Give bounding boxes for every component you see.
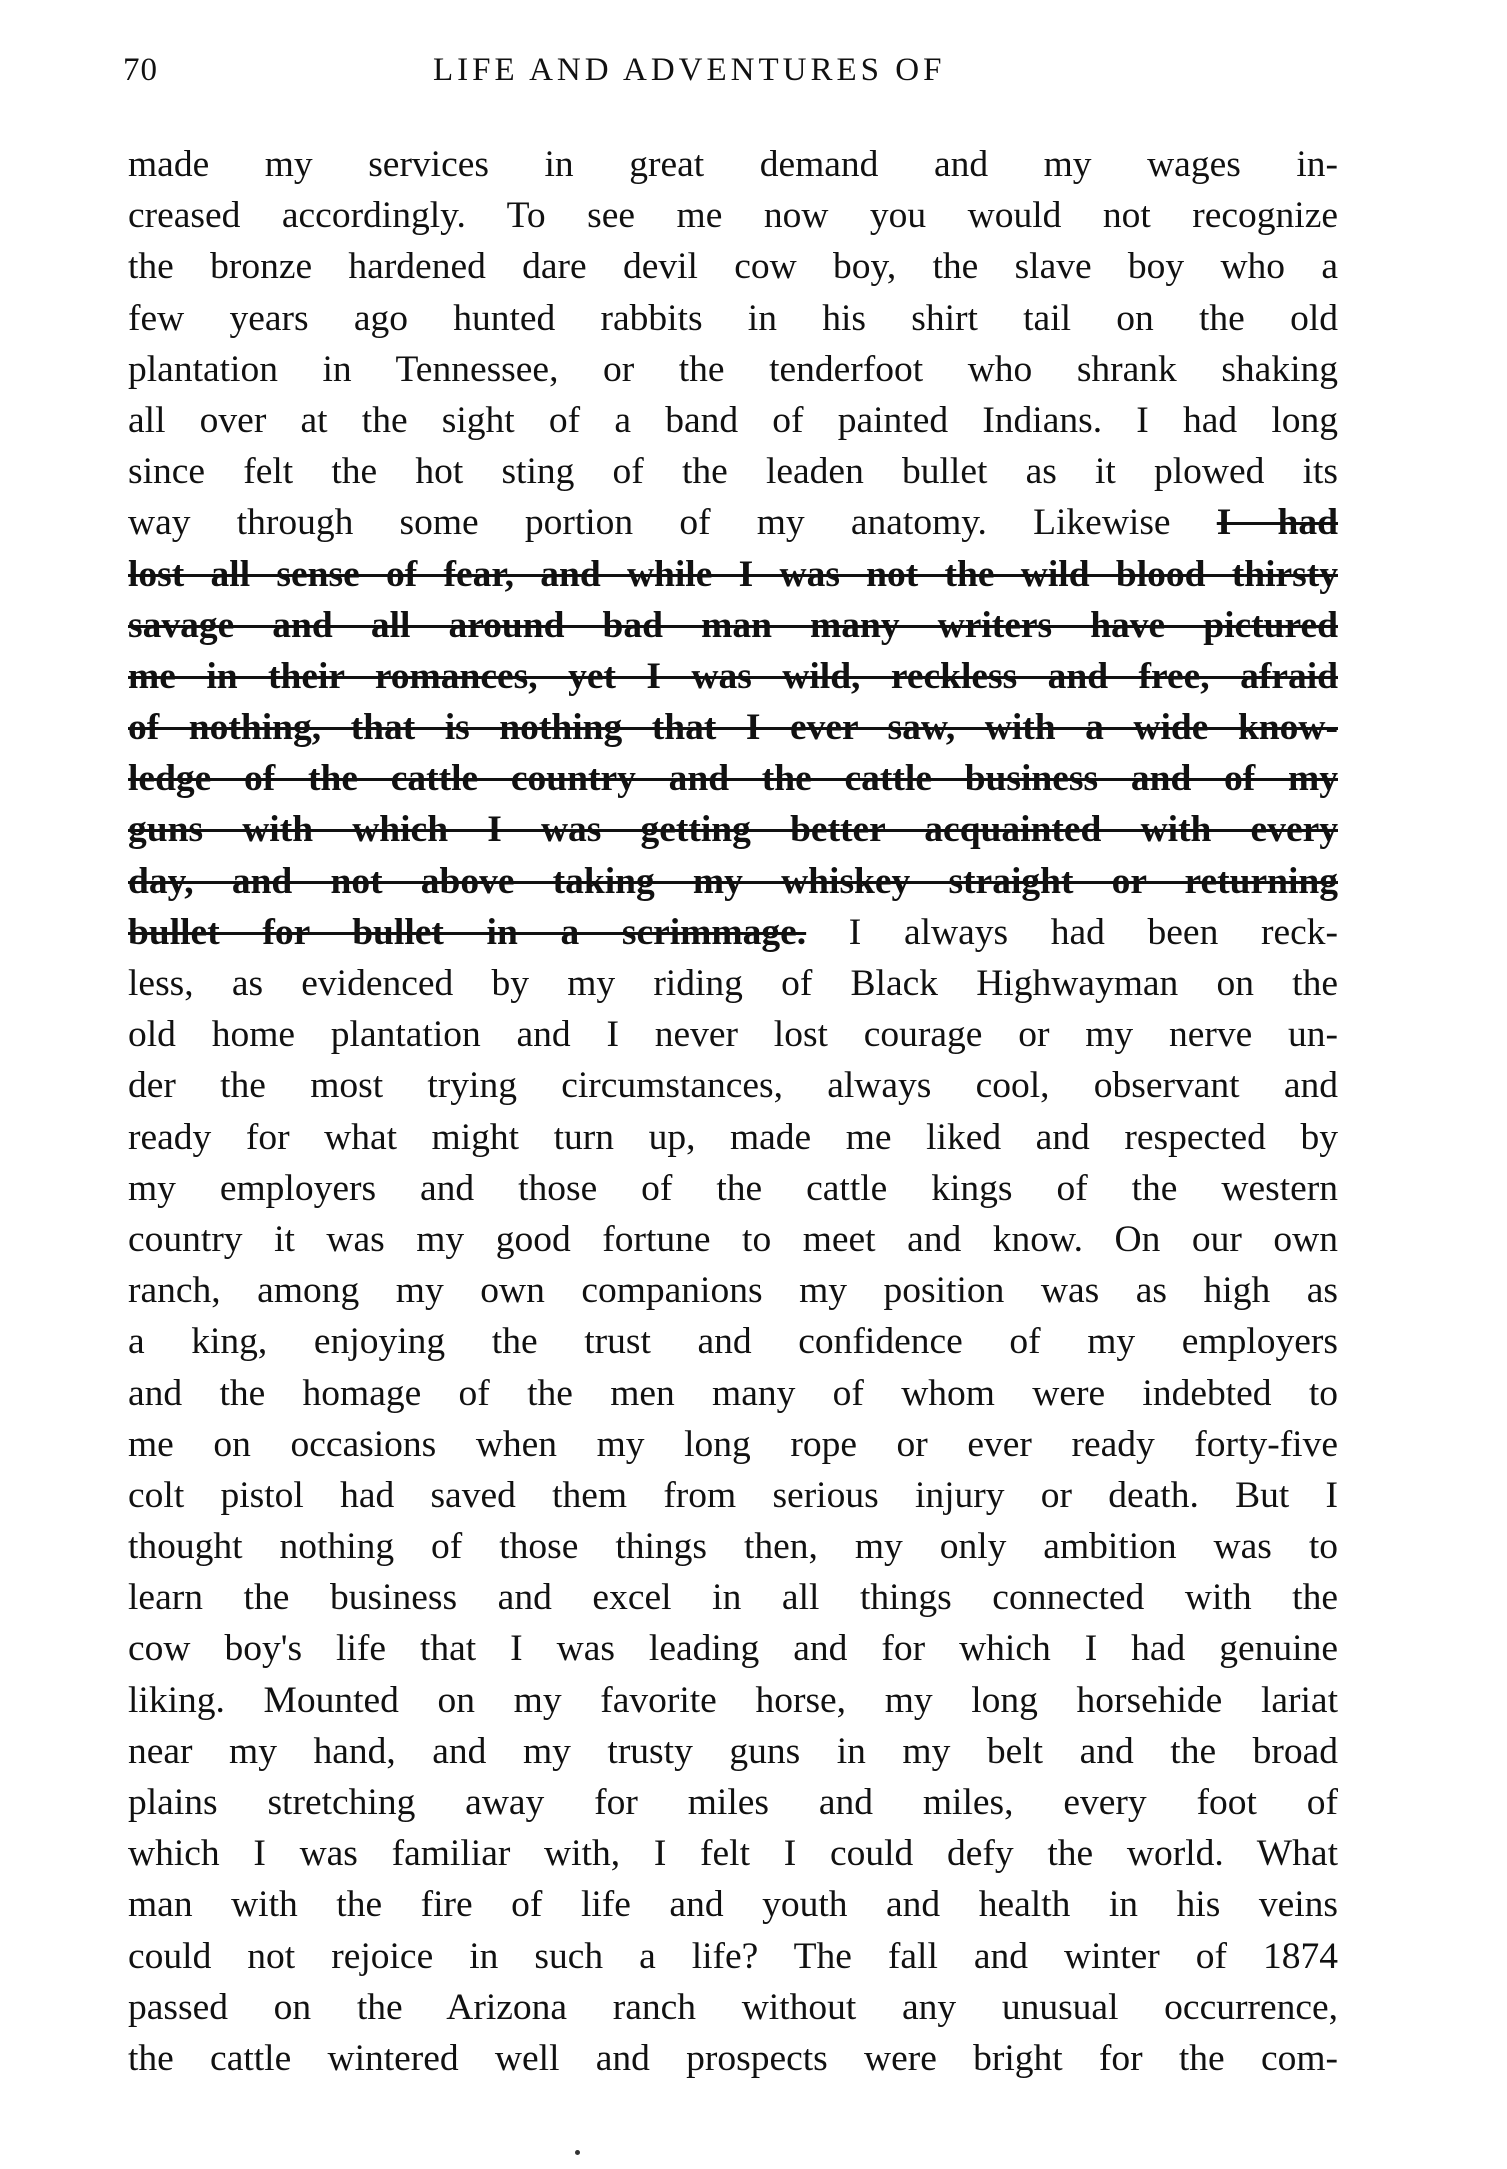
text-line — [128, 190, 1338, 241]
line-text: I always had been reck- — [806, 911, 1338, 953]
struck-through-text: me in their romances, yet I was wild, reckless and free, afraid — [128, 655, 1338, 697]
page-number: 70 — [123, 52, 158, 88]
text-line — [128, 1009, 1338, 1060]
line-text: since felt the hot sting of the leaden bullet as it plowed its — [128, 451, 1338, 493]
line-text: which I was familiar with, I felt I could defy the world. What — [128, 1833, 1338, 1875]
line-text: and the homage of the men many of whom were indebted to — [128, 1372, 1338, 1414]
line-text: passed on the Arizona ranch without any unusual occurrence, — [128, 1986, 1338, 2028]
text-line — [128, 293, 1338, 344]
text-line — [128, 907, 1338, 958]
text-line — [128, 1726, 1338, 1777]
line-text: less, as evidenced by my riding of Black Highwayman on the — [128, 963, 1338, 1004]
struck-through-text: I had — [1216, 502, 1339, 544]
line-text: liking. Mounted on my favorite horse, my long horsehide lariat — [128, 1679, 1338, 1721]
line-text: der the most trying circumstances, always cool, observant and — [128, 1065, 1338, 1107]
line-text: plantation in Tennessee, or the tenderfoot who shrank shaking — [128, 348, 1338, 390]
text-line — [128, 1572, 1338, 1623]
line-text: man with the fire of life and youth and health in his veins — [128, 1884, 1338, 1926]
line-text: old home plantation and I never lost courage or my nerve un- — [128, 1014, 1338, 1056]
line-text: country it was my good fortune to meet and know. On our own — [128, 1218, 1338, 1260]
text-line — [128, 1828, 1338, 1879]
line-text: thought nothing of those things then, my only ambition was to — [128, 1526, 1338, 1568]
text-line — [128, 1982, 1338, 2033]
text-line — [128, 1368, 1338, 1419]
line-text: few years ago hunted rabbits in his shirt tail on the old — [128, 297, 1338, 339]
text-line — [128, 1521, 1338, 1572]
body-text — [128, 139, 1338, 2084]
line-text: creased accordingly. To see me now you would not recognize — [128, 195, 1338, 237]
text-line — [128, 2033, 1338, 2084]
struck-through-text: ledge of the cattle country and the cattle business and of my — [128, 758, 1338, 800]
text-line — [128, 1777, 1338, 1828]
text-line — [128, 702, 1338, 753]
text-line — [128, 1419, 1338, 1470]
text-line — [128, 1112, 1338, 1163]
text-line — [128, 600, 1338, 651]
line-text: plains stretching away for miles and miles, every foot of — [128, 1782, 1338, 1823]
line-text: a king, enjoying the trust and confidence of my employers — [128, 1321, 1338, 1363]
text-line — [128, 446, 1338, 497]
text-line — [128, 958, 1338, 1009]
text-line — [128, 804, 1338, 855]
struck-through-text: of nothing, that is nothing that I ever saw, with a wide know- — [128, 707, 1338, 749]
struck-through-text: savage and all around bad man many writers have pictured — [128, 604, 1338, 646]
line-text: ready for what might turn up, made me liked and respected by — [128, 1116, 1338, 1158]
text-line — [128, 753, 1338, 804]
text-line — [128, 1470, 1338, 1521]
text-line — [128, 497, 1338, 548]
line-text: the bronze hardened dare devil cow boy, the slave boy who a — [128, 246, 1338, 288]
text-line — [128, 549, 1338, 600]
text-line — [128, 344, 1338, 395]
line-text: colt pistol had saved them from serious injury or death. But I — [128, 1474, 1338, 1516]
line-text: could not rejoice in such a life? The fall and winter of 1874 — [128, 1935, 1338, 1977]
text-line — [128, 1214, 1338, 1265]
text-line — [128, 651, 1338, 702]
line-text: learn the business and excel in all things connected with the — [128, 1577, 1338, 1619]
page-header — [123, 52, 1333, 102]
text-line — [128, 395, 1338, 446]
struck-through-text: bullet for bullet in a scrimmage. — [128, 911, 807, 953]
line-text: way through some portion of my anatomy. Likewise — [128, 502, 1217, 544]
text-line — [128, 1060, 1338, 1111]
line-text: my employers and those of the cattle kings of the western — [128, 1167, 1338, 1209]
line-text: near my hand, and my trusty guns in my belt and the broad — [128, 1730, 1338, 1772]
text-line — [128, 1265, 1338, 1316]
text-line — [128, 1675, 1338, 1726]
text-line — [128, 1931, 1338, 1982]
text-line — [128, 856, 1338, 907]
running-head: LIFE AND ADVENTURES OF — [433, 52, 946, 88]
line-text: ranch, among my own companions my position was as high as — [128, 1270, 1338, 1312]
struck-through-text: day, and not above taking my whiskey straight or returning — [128, 860, 1338, 902]
line-text: cow boy's life that I was leading and for which I had genuine — [128, 1628, 1338, 1670]
printer-dot — [575, 2150, 580, 2155]
text-line — [128, 1163, 1338, 1214]
text-line — [128, 139, 1338, 190]
text-line — [128, 1316, 1338, 1367]
line-text: the cattle wintered well and prospects were bright for the com- — [128, 2037, 1338, 2079]
text-line — [128, 1623, 1338, 1674]
text-line — [128, 241, 1338, 292]
struck-through-text: guns with which I was getting better acquainted with every — [128, 809, 1338, 851]
line-text: made my services in great demand and my wages in- — [128, 144, 1338, 185]
struck-through-text: lost all sense of fear, and while I was not the wild blood thirsty — [128, 553, 1338, 595]
text-line — [128, 1879, 1338, 1930]
line-text: me on occasions when my long rope or ever ready forty-five — [128, 1423, 1338, 1465]
line-text: all over at the sight of a band of painted Indians. I had long — [128, 399, 1338, 441]
